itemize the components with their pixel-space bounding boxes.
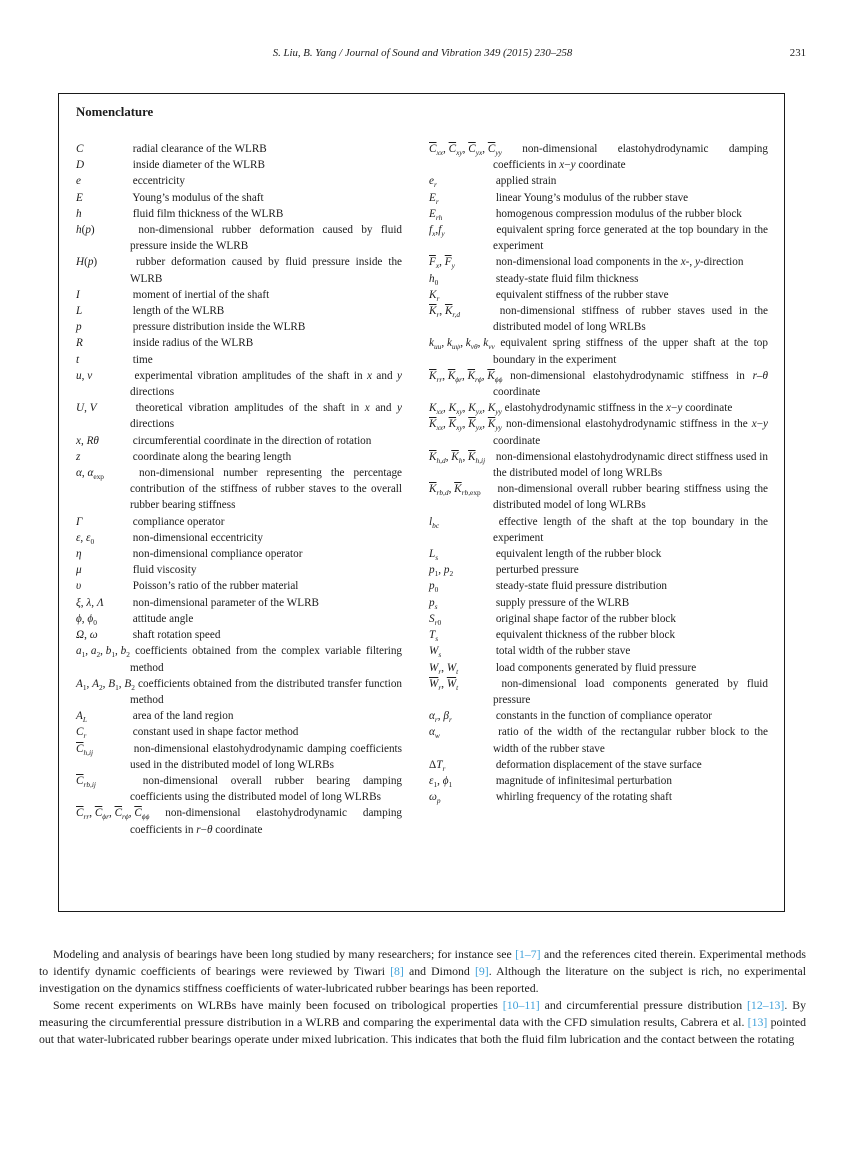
symbol: $e_r$ bbox=[429, 175, 437, 190]
definition: non-dimensional elastohydrodynamic damping coefficients used in the distributed model of long WLRBs bbox=[130, 742, 403, 771]
symbol: h(p) bbox=[76, 224, 95, 237]
nomenclature-entry bbox=[76, 206, 402, 222]
symbol: $p_1$, $p_2$ bbox=[429, 564, 454, 579]
definition: applied strain bbox=[495, 175, 557, 188]
citation-link[interactable]: [10–11] bbox=[502, 998, 540, 1012]
symbol: D bbox=[76, 159, 85, 172]
symbol: $\overline{K}_r$, $\overline{K}_{r,d}$ bbox=[429, 305, 461, 320]
citation-link[interactable]: [12–13] bbox=[747, 998, 785, 1012]
definition: steady-state fluid pressure distribution bbox=[495, 580, 668, 593]
definition: equivalent stiffness of the rubber stave bbox=[495, 288, 669, 301]
definition: rubber deformation caused by fluid pressure inside the WLRB bbox=[130, 256, 403, 285]
nomenclature-entry bbox=[429, 724, 768, 756]
symbol: h bbox=[76, 207, 82, 220]
definition: equivalent length of the rubber block bbox=[495, 548, 662, 561]
definition: elastohydrodynamic stiffness in the x−y coordinate bbox=[504, 402, 733, 415]
text-segment: and Dimond bbox=[403, 964, 475, 978]
nomenclature-entry bbox=[429, 303, 768, 335]
nomenclature-entry bbox=[76, 465, 402, 514]
symbol: $\overline{C}_{rb,ij}$ bbox=[76, 774, 96, 790]
nomenclature-entry bbox=[76, 254, 402, 286]
symbol: $f_x,f_y$ bbox=[429, 224, 445, 239]
definition: Poisson’s ratio of the rubber material bbox=[132, 580, 299, 593]
nomenclature-entry bbox=[429, 141, 768, 173]
text-segment: . Although the literature on the subject is rich, no experimental investigation on the dynamics stiffness coefficients of water-lubricated rubber bearings has been reported. bbox=[39, 964, 806, 995]
nomenclature-entry bbox=[429, 481, 768, 513]
definition: radial clearance of the WLRB bbox=[132, 143, 267, 155]
page-number: 231 bbox=[789, 47, 806, 59]
nomenclature-entry bbox=[76, 611, 402, 627]
nomenclature-column-right bbox=[429, 141, 768, 838]
nomenclature-entry bbox=[429, 416, 768, 448]
definition: fluid viscosity bbox=[132, 564, 197, 577]
nomenclature-entry bbox=[76, 222, 402, 254]
nomenclature-entry bbox=[76, 578, 402, 594]
nomenclature-entry bbox=[76, 546, 402, 562]
nomenclature-entry bbox=[429, 368, 768, 400]
symbol: $h_0$ bbox=[429, 272, 439, 287]
nomenclature-entry bbox=[429, 578, 768, 594]
definition: non-dimensional overall rubber bearing stiffness using the distributed model of long WLRBs bbox=[493, 483, 769, 512]
definition: constant used in shape factor method bbox=[132, 726, 299, 739]
definition: perturbed pressure bbox=[495, 564, 579, 577]
symbol: $l_{bc}$ bbox=[429, 515, 440, 530]
definition: constants in the function of compliance operator bbox=[495, 710, 713, 723]
nomenclature-entry bbox=[429, 206, 768, 222]
running-title: S. Liu, B. Yang / Journal of Sound and Vibration 349 (2015) 230–258 bbox=[272, 47, 573, 59]
definition: non-dimensional eccentricity bbox=[132, 531, 263, 544]
symbol: $\overline{C}_{xx}$, $\overline{C}_{xy}$, $\overline{C}_{yx}$, $\overline{C}_{yy}$ bbox=[429, 143, 502, 158]
definition: non-dimensional parameter of the WLRB bbox=[132, 596, 319, 609]
definition: homogenous compression modulus of the rubber block bbox=[495, 207, 742, 220]
symbol: t bbox=[76, 353, 80, 366]
nomenclature-columns bbox=[76, 141, 768, 838]
symbol: $S_{r0}$ bbox=[429, 612, 442, 628]
nomenclature-entry bbox=[76, 173, 402, 189]
nomenclature-entry bbox=[429, 708, 768, 724]
symbol: $A_1$, $A_2$, $B_1$, $B_2$ bbox=[76, 677, 135, 692]
symbol: $A_L$ bbox=[76, 710, 87, 725]
symbol: ξ, λ, Λ bbox=[76, 596, 104, 609]
nomenclature-entry bbox=[76, 335, 402, 351]
definition: length of the WLRB bbox=[132, 305, 225, 318]
definition: deformation displacement of the stave surface bbox=[495, 758, 702, 771]
symbol: $E_r$ bbox=[429, 191, 439, 206]
citation-link[interactable]: [9] bbox=[474, 964, 489, 978]
nomenclature-entry bbox=[76, 287, 402, 303]
nomenclature-entry bbox=[76, 562, 402, 578]
symbol: U, V bbox=[76, 402, 97, 415]
definition: ratio of the width of the rectangular rubber block to the width of the rubber stave bbox=[493, 726, 768, 755]
definition: magnitude of infinitesimal perturbation bbox=[495, 774, 672, 787]
symbol: $T_s$ bbox=[429, 629, 439, 644]
symbol: α, $\alpha_{exp}$ bbox=[76, 467, 104, 482]
body-text bbox=[39, 946, 806, 1048]
nomenclature-entry bbox=[76, 190, 402, 206]
nomenclature-entry bbox=[429, 789, 768, 805]
definition: experimental vibration amplitudes of the shaft in x and y directions bbox=[130, 369, 403, 399]
definition: non-dimensional elastohydrodynamic damping coefficients in x−y coordinate bbox=[493, 143, 768, 172]
nomenclature-entry bbox=[429, 514, 768, 546]
nomenclature-entry bbox=[429, 643, 768, 659]
symbol: R bbox=[76, 337, 83, 350]
definition: time bbox=[132, 353, 153, 366]
symbol: $p_s$ bbox=[429, 596, 438, 611]
definition: coefficients obtained from the complex variable filtering method bbox=[130, 645, 403, 674]
definition: total width of the rubber stave bbox=[495, 645, 631, 658]
nomenclature-title: Nomenclature bbox=[76, 105, 154, 119]
definition: coordinate along the bearing length bbox=[132, 450, 292, 463]
nomenclature-entry bbox=[429, 271, 768, 287]
symbol: u, v bbox=[76, 369, 93, 382]
text-segment: pointed out that water-lubricated rubber bearings operate under mixed lubrication. This indicates that both the fluid film lubrication and the contact between the rotating bbox=[39, 1015, 806, 1046]
nomenclature-entry bbox=[76, 676, 402, 708]
symbol: Ω, ω bbox=[76, 629, 98, 642]
symbol: $\overline{K}_{h,d}$, $\overline{K}_h$, $\overline{K}_{h,ij}$ bbox=[429, 450, 486, 466]
symbol: $\overline{K}_{xx}$, $\overline{K}_{xy}$, $\overline{K}_{yx}$, $\overline{K}_{yy}$ bbox=[429, 418, 502, 433]
symbol: L bbox=[76, 305, 83, 318]
nomenclature-entry bbox=[429, 757, 768, 773]
definition: Young’s modulus of the shaft bbox=[132, 191, 264, 204]
definition: equivalent spring force generated at the top boundary in the experiment bbox=[493, 224, 769, 253]
nomenclature-entry bbox=[429, 335, 768, 367]
nomenclature-entry bbox=[76, 724, 402, 740]
definition: non-dimensional load components generated by fluid pressure bbox=[493, 677, 768, 706]
nomenclature-entry bbox=[429, 546, 768, 562]
symbol: $\overline{F}_x$, $\overline{F}_y$ bbox=[429, 256, 455, 271]
definition: equivalent spring stiffness of the upper shaft at the top boundary in the experiment bbox=[493, 337, 768, 366]
nomenclature-column-left bbox=[76, 141, 402, 838]
symbol: μ bbox=[76, 564, 82, 577]
definition: steady-state fluid film thickness bbox=[495, 272, 639, 285]
nomenclature-entry bbox=[429, 611, 768, 627]
symbol: $p_0$ bbox=[429, 580, 439, 595]
symbol: $W_r$, $W_t$ bbox=[429, 661, 459, 676]
nomenclature-entry bbox=[429, 190, 768, 206]
paragraph bbox=[39, 946, 806, 997]
nomenclature-entry bbox=[76, 530, 402, 546]
symbol: $\varepsilon_1$, $\phi_1$ bbox=[429, 774, 453, 790]
definition: linear Young’s modulus of the rubber stave bbox=[495, 191, 689, 204]
symbol: C bbox=[76, 143, 84, 155]
symbol: $\alpha_w$ bbox=[429, 726, 440, 741]
symbol: υ bbox=[76, 580, 82, 593]
symbol: p bbox=[76, 321, 82, 334]
definition: non-dimensional rubber deformation caused by fluid pressure inside the WLRB bbox=[130, 224, 403, 253]
nomenclature-entry bbox=[76, 805, 402, 837]
nomenclature-entry bbox=[76, 708, 402, 724]
nomenclature-entry bbox=[76, 157, 402, 173]
symbol: E bbox=[76, 191, 83, 204]
nomenclature-box bbox=[58, 93, 785, 912]
symbol: $K_r$ bbox=[429, 288, 440, 304]
symbol: $W_s$ bbox=[429, 645, 442, 660]
nomenclature-entry bbox=[76, 449, 402, 465]
symbol: z bbox=[76, 450, 81, 463]
nomenclature-entry bbox=[76, 627, 402, 643]
text-segment: and the references cited therein. Experimental methods to identify dynamic coefficients of bearings were reviewed by Tiwari bbox=[39, 947, 806, 978]
nomenclature-entry bbox=[76, 352, 402, 368]
nomenclature-entry bbox=[429, 676, 768, 708]
symbol: $\alpha_r$, $\beta_r$ bbox=[429, 710, 452, 725]
definition: non-dimensional stiffness of rubber staves used in the distributed model of long WRLBs bbox=[493, 305, 769, 334]
nomenclature-entry bbox=[429, 449, 768, 481]
symbol: e bbox=[76, 175, 81, 188]
definition: non-dimensional number representing the percentage contribution of the stiffness of rubber staves to the overall rubber bearing stiffness bbox=[130, 467, 403, 512]
definition: non-dimensional elastohydrodynamic stiffness in the x−y coordinate bbox=[493, 418, 768, 447]
nomenclature-entry bbox=[429, 400, 768, 416]
symbol: ε, $\varepsilon_0$ bbox=[76, 531, 95, 547]
nomenclature-entry bbox=[429, 660, 768, 676]
definition: eccentricity bbox=[132, 175, 185, 188]
symbol: $\overline{C}_{h,ij}$ bbox=[76, 742, 94, 757]
definition: area of the land region bbox=[132, 710, 234, 723]
definition: non-dimensional load components in the x-, y-direction bbox=[495, 256, 744, 269]
citation-link[interactable]: [1–7] bbox=[515, 947, 541, 961]
definition: equivalent thickness of the rubber block bbox=[495, 629, 676, 642]
symbol: $C_r$ bbox=[76, 726, 87, 741]
text-segment: . By measuring the circumferential pressure distribution in a WLRB and comparing the experimental data with the CFD simulation results, Cabrera et al. bbox=[39, 998, 806, 1029]
text-segment: Modeling and analysis of bearings have been long studied by many researchers; for instance see bbox=[53, 947, 516, 961]
symbol: x, Rθ bbox=[76, 434, 99, 447]
nomenclature-entry bbox=[429, 595, 768, 611]
symbol: $\overline{W}_r$, $\overline{W}_t$ bbox=[429, 677, 459, 692]
definition: non-dimensional elastohydrodynamic stiffness in r–θ coordinate bbox=[493, 369, 769, 399]
nomenclature-entry bbox=[429, 773, 768, 789]
definition: non-dimensional elastohydrodynamic direct stiffness used in the distributed model of long WRLBs bbox=[493, 450, 768, 480]
nomenclature-entry bbox=[76, 319, 402, 335]
citation-link[interactable]: [13] bbox=[747, 1015, 768, 1029]
definition: moment of inertial of the shaft bbox=[132, 288, 270, 301]
symbol: $\Delta T_r$ bbox=[429, 758, 446, 773]
nomenclature-entry bbox=[76, 595, 402, 611]
symbol: $\overline{C}_{rr}$, $\overline{C}_{\phi r}$, $\overline{C}_{r\phi}$, $\overline{C}_{\phi\phi}$ bbox=[76, 807, 150, 822]
symbol: $E_{rh}$ bbox=[429, 207, 443, 223]
nomenclature-entry bbox=[429, 222, 768, 254]
running-head bbox=[39, 47, 806, 63]
symbol: η bbox=[76, 548, 82, 561]
definition: non-dimensional overall rubber bearing damping coefficients using the distributed model of long WLRBs bbox=[130, 774, 403, 804]
definition: non-dimensional compliance operator bbox=[132, 548, 303, 561]
nomenclature-entry bbox=[429, 173, 768, 189]
symbol: $L_s$ bbox=[429, 548, 439, 563]
nomenclature-entry bbox=[429, 254, 768, 270]
nomenclature-entry bbox=[429, 287, 768, 303]
definition: shaft rotation speed bbox=[132, 629, 221, 642]
definition: attitude angle bbox=[132, 612, 194, 625]
symbol: $K_{xx}$, $K_{xy}$, $K_{yx}$, $K_{yy}$ bbox=[429, 402, 502, 417]
nomenclature-entry bbox=[76, 741, 402, 773]
symbol: ϕ, $\phi_0$ bbox=[76, 612, 97, 628]
symbol: H(p) bbox=[76, 256, 98, 269]
symbol: $\overline{K}_{rr}$, $\overline{K}_{\phi r}$, $\overline{K}_{r\phi}$, $\overline{K}_{\phi\phi}$ bbox=[429, 369, 503, 385]
nomenclature-entry bbox=[76, 514, 402, 530]
definition: coefficients obtained from the distributed transfer function method bbox=[130, 677, 403, 706]
definition: inside diameter of the WLRB bbox=[132, 159, 265, 172]
definition: fluid film thickness of the WLRB bbox=[132, 207, 284, 220]
nomenclature-entry bbox=[76, 643, 402, 675]
nomenclature-entry bbox=[76, 303, 402, 319]
symbol: $k_{uu}$, $k_{u\psi}$, $k_{v\theta}$, $k_{vv}$ bbox=[429, 337, 495, 352]
definition: non-dimensional elastohydrodynamic damping coefficients in r−θ coordinate bbox=[130, 807, 403, 836]
definition: inside radius of the WLRB bbox=[132, 337, 254, 350]
definition: circumferential coordinate in the direction of rotation bbox=[132, 434, 372, 447]
nomenclature-entry bbox=[76, 400, 402, 432]
nomenclature-entry bbox=[76, 368, 402, 400]
definition: original shape factor of the rubber block bbox=[495, 612, 676, 625]
definition: whirling frequency of the rotating shaft bbox=[495, 791, 672, 804]
citation-link[interactable]: [8] bbox=[390, 964, 404, 978]
text-segment: and circumferential pressure distribution bbox=[539, 998, 747, 1012]
definition: theoretical vibration amplitudes of the shaft in x and y directions bbox=[130, 402, 403, 431]
nomenclature-entry bbox=[76, 773, 402, 805]
symbol: Γ bbox=[76, 515, 83, 528]
definition: effective length of the shaft at the top boundary in the experiment bbox=[493, 515, 768, 544]
nomenclature-entry bbox=[76, 141, 402, 157]
nomenclature-entry bbox=[76, 433, 402, 449]
definition: compliance operator bbox=[132, 515, 225, 528]
symbol: $\overline{K}_{rb,d}$, $\overline{K}_{rb,exp}$ bbox=[429, 483, 481, 498]
paragraph bbox=[39, 997, 806, 1048]
nomenclature-entry bbox=[429, 562, 768, 578]
symbol: $a_1$, $a_2$, $b_1$, $b_2$ bbox=[76, 645, 130, 660]
symbol: $\omega_p$ bbox=[429, 791, 441, 806]
definition: pressure distribution inside the WLRB bbox=[132, 321, 306, 334]
definition: load components generated by fluid pressure bbox=[495, 661, 697, 674]
text-segment: Some recent experiments on WLRBs have mainly been focused on tribological properties bbox=[53, 998, 503, 1012]
symbol: I bbox=[76, 288, 80, 301]
definition: supply pressure of the WLRB bbox=[495, 596, 630, 609]
nomenclature-entry bbox=[429, 627, 768, 643]
